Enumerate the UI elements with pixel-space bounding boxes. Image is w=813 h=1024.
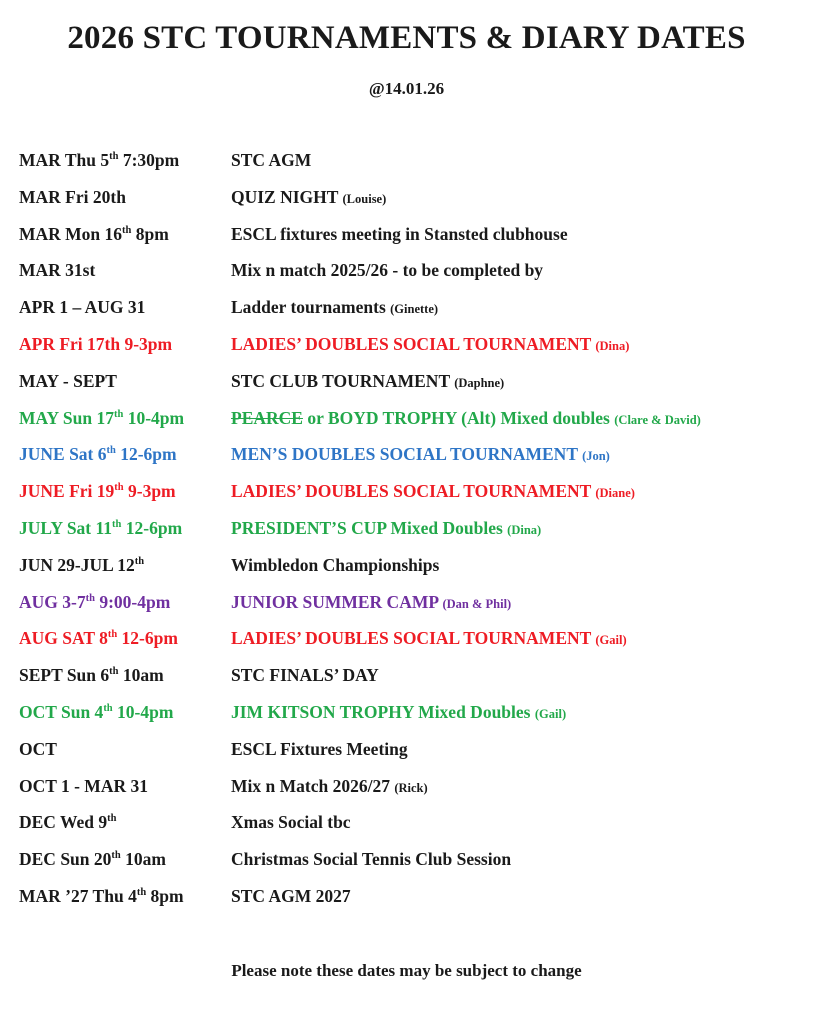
event-row <box>19 367 809 404</box>
event-date-text: MAR ’27 Thu 4 <box>19 885 137 906</box>
organiser-name: (Dina) <box>595 338 630 353</box>
organiser-name: (Jon) <box>582 449 610 464</box>
event-date <box>19 849 166 870</box>
event-date-text: 12-6pm <box>121 517 183 538</box>
event-title-text: QUIZ NIGHT <box>231 186 343 207</box>
ordinal-suffix: th <box>112 519 122 531</box>
ordinal-suffix: th <box>111 850 121 862</box>
event-date-text: MAR Fri 20th <box>19 186 126 207</box>
ordinal-suffix: th <box>103 703 113 715</box>
event-date-text: DEC Sun 20 <box>19 849 112 870</box>
event-date <box>19 555 144 576</box>
event-date <box>19 444 177 465</box>
event-date-text: 8pm <box>146 885 184 906</box>
event-title <box>231 371 504 392</box>
event-date-text: 7:30pm <box>118 150 180 170</box>
events-list <box>19 146 809 919</box>
event-row <box>19 772 809 809</box>
event-title <box>231 886 351 907</box>
event-date <box>19 187 126 208</box>
event-title-text: PEARCE <box>231 407 303 428</box>
organiser-name: (Dina) <box>507 522 542 537</box>
organiser-name: (Daphne) <box>454 375 505 390</box>
event-date-text: OCT 1 - MAR 31 <box>19 775 148 796</box>
event-row <box>19 845 809 882</box>
organiser-name: (Diane) <box>595 486 635 501</box>
event-date-text: MAR Mon 16 <box>19 223 123 244</box>
event-date-text: JUNE Fri 19 <box>19 481 115 502</box>
event-title <box>231 334 629 355</box>
event-title <box>231 187 386 208</box>
event-date-text: APR Fri 17th 9-3pm <box>19 333 173 354</box>
ordinal-suffix: th <box>109 666 119 678</box>
ordinal-suffix: th <box>107 813 117 825</box>
event-title-text: or BOYD TROPHY (Alt) Mixed doubles <box>302 407 615 428</box>
event-date-text: DEC Wed 9 <box>19 812 108 833</box>
event-title-text: STC AGM <box>231 150 312 170</box>
event-date-text: 10-4pm <box>112 701 174 722</box>
event-title <box>231 408 701 429</box>
event-row <box>19 220 809 257</box>
event-title-text: Mix n match 2025/26 - to be completed by <box>231 260 544 281</box>
event-title <box>231 702 566 723</box>
ordinal-suffix: th <box>122 224 132 236</box>
page-title: 2026 STC TOURNAMENTS & DIARY DATES <box>67 20 746 56</box>
event-title-text: PRESIDENT’S CUP Mixed Doubles <box>231 517 508 538</box>
event-title <box>231 150 311 171</box>
event-date-text: OCT <box>19 738 57 759</box>
event-row <box>19 624 809 661</box>
event-title <box>231 776 428 797</box>
event-title-text: LADIES’ DOUBLES SOCIAL TOURNAMENT <box>231 333 596 354</box>
event-date-text: AUG SAT 8 <box>19 628 108 649</box>
event-title <box>231 592 511 613</box>
event-title-text: LADIES’ DOUBLES SOCIAL TOURNAMENT <box>231 481 596 502</box>
event-row <box>19 882 809 919</box>
event-date-text: APR 1 – AUG 31 <box>19 297 146 318</box>
ordinal-suffix: th <box>134 555 145 567</box>
event-date <box>19 776 148 797</box>
event-title-text: ESCL fixtures meeting in Stansted clubhouse <box>231 223 568 244</box>
event-date <box>19 518 182 539</box>
ordinal-suffix: th <box>114 408 124 420</box>
event-title-text: JUNIOR SUMMER CAMP <box>231 591 443 612</box>
event-title <box>231 628 627 649</box>
event-date-text: JULY Sat 11 <box>19 517 113 538</box>
ordinal-suffix: th <box>136 887 147 899</box>
event-date-text: 12-6pm <box>115 444 177 465</box>
event-title <box>231 224 568 245</box>
event-date <box>19 739 57 760</box>
event-title <box>231 518 541 539</box>
event-date <box>19 665 164 686</box>
event-row <box>19 146 809 183</box>
event-date <box>19 481 176 502</box>
event-row <box>19 588 809 625</box>
event-title <box>231 739 408 760</box>
event-date-text: MAY Sun 17 <box>19 407 114 428</box>
event-date <box>19 812 117 833</box>
event-row <box>19 477 809 514</box>
event-date <box>19 150 179 171</box>
event-date-text: 9-3pm <box>123 481 176 502</box>
event-date-text: SEPT Sun 6 <box>19 665 110 686</box>
organiser-name: (Gail) <box>595 633 627 648</box>
event-date-text: 10am <box>118 665 164 686</box>
event-title-text: ESCL Fixtures Meeting <box>231 738 408 759</box>
event-title <box>231 260 543 281</box>
event-date-text: JUNE Sat 6 <box>19 444 107 465</box>
event-date-text: 12-6pm <box>117 628 178 649</box>
event-row <box>19 661 809 698</box>
event-title-text: LADIES’ DOUBLES SOCIAL TOURNAMENT <box>231 628 596 649</box>
ordinal-suffix: th <box>107 629 118 641</box>
event-date-text: 9:00-4pm <box>94 591 171 612</box>
event-title-text: STC AGM 2027 <box>231 885 351 906</box>
event-title-text: Xmas Social tbc <box>231 812 351 833</box>
event-title-text: Ladder tournaments <box>231 297 391 318</box>
event-row <box>19 735 809 772</box>
event-row <box>19 698 809 735</box>
event-title-text: Christmas Social Tennis Club Session <box>231 849 512 870</box>
event-date <box>19 371 117 392</box>
event-row <box>19 551 809 588</box>
event-date-text: OCT Sun 4 <box>19 701 104 722</box>
organiser-name: (Gail) <box>534 706 567 721</box>
ordinal-suffix: th <box>85 592 95 604</box>
event-date-text: MAR 31st <box>19 260 96 281</box>
event-row <box>19 293 809 330</box>
event-title <box>231 665 379 686</box>
event-row <box>19 514 809 551</box>
ordinal-suffix: th <box>109 151 119 163</box>
event-date <box>19 702 173 723</box>
ordinal-suffix: th <box>106 445 116 457</box>
event-date-text: MAR Thu 5 <box>19 150 110 170</box>
event-title-text: STC FINALS’ DAY <box>231 665 379 686</box>
event-title-text: JIM KITSON TROPHY Mixed Doubles <box>231 701 535 722</box>
event-date <box>19 592 170 613</box>
ordinal-suffix: th <box>114 482 124 494</box>
event-title <box>231 812 351 833</box>
event-title-text: STC CLUB TOURNAMENT <box>231 370 455 391</box>
event-title-text: Wimbledon Championships <box>231 554 440 575</box>
event-title-text: Mix n Match 2026/27 <box>231 775 395 796</box>
event-title <box>231 444 610 465</box>
as-of-date: @14.01.26 <box>368 79 445 98</box>
organiser-name: (Louise) <box>342 191 387 206</box>
event-row <box>19 183 809 220</box>
event-row <box>19 808 809 845</box>
event-date <box>19 260 95 281</box>
event-title <box>231 849 511 870</box>
organiser-name: (Clare & David) <box>614 412 701 427</box>
organiser-name: (Rick) <box>394 780 428 795</box>
organiser-name: (Ginette) <box>390 302 439 317</box>
event-date <box>19 224 169 245</box>
event-title <box>231 555 439 576</box>
event-date <box>19 886 184 907</box>
event-title <box>231 481 635 502</box>
event-date-text: MAY - SEPT <box>19 370 117 391</box>
event-date <box>19 628 178 649</box>
event-title-text: MEN’S DOUBLES SOCIAL TOURNAMENT <box>231 444 583 465</box>
event-date-text: 10am <box>120 849 166 870</box>
event-date-text: 10-4pm <box>123 407 185 428</box>
organiser-name: (Dan & Phil) <box>442 596 512 611</box>
event-date-text: AUG 3-7 <box>19 591 86 612</box>
event-row <box>19 330 809 367</box>
event-date-text: 8pm <box>131 223 169 244</box>
event-row <box>19 256 809 293</box>
event-title <box>231 297 438 318</box>
event-date-text: JUN 29-JUL 12 <box>19 554 135 575</box>
event-row <box>19 440 809 477</box>
event-date <box>19 334 172 355</box>
footer-note: Please note these dates may be subject to change <box>231 961 582 980</box>
event-date <box>19 297 145 318</box>
event-row <box>19 404 809 441</box>
event-date <box>19 408 184 429</box>
